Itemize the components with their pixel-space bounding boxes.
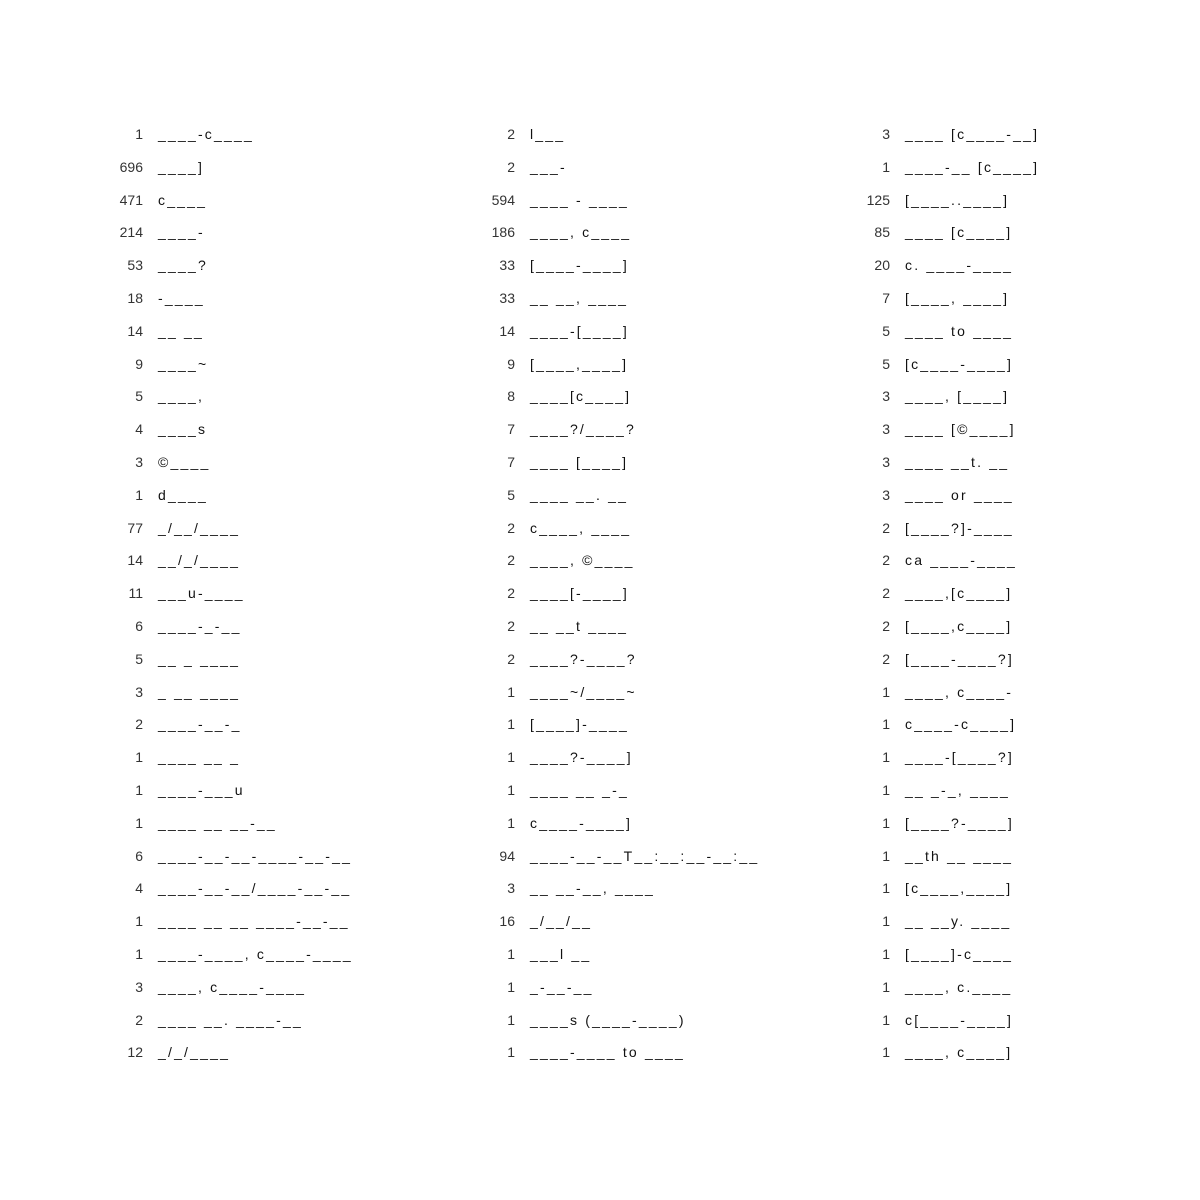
pattern-text: ____[-____] <box>530 585 629 602</box>
pattern-count: 1 <box>135 814 143 831</box>
pattern-count: 14 <box>499 322 515 339</box>
pattern-row <box>0 676 400 709</box>
pattern-row <box>372 708 772 741</box>
pattern-row <box>372 577 772 610</box>
pattern-text: ____ __. ____-__ <box>158 1011 303 1028</box>
pattern-row <box>372 872 772 905</box>
pattern-row <box>747 151 1147 184</box>
pattern-text: __ __, ____ <box>530 289 629 306</box>
pattern-count: 2 <box>135 1011 143 1028</box>
pattern-text: [____,____] <box>530 355 629 372</box>
pattern-text: [____, ____] <box>905 289 1010 306</box>
pattern-count: 4 <box>135 421 143 438</box>
pattern-text: l___ <box>530 126 566 142</box>
pattern-text: ____~ <box>158 355 209 372</box>
pattern-text: ____, c.____ <box>905 978 1013 995</box>
pattern-text: [____?-____] <box>905 814 1014 831</box>
pattern-text: [____,c____] <box>905 617 1013 634</box>
pattern-text: ____-c____ <box>158 126 254 142</box>
pattern-row <box>0 348 400 381</box>
pattern-text: ____ [©____] <box>905 421 1016 438</box>
pattern-text: [c____,____] <box>905 880 1013 897</box>
pattern-text: ____, ©____ <box>530 552 635 569</box>
pattern-row <box>747 708 1147 741</box>
pattern-row <box>0 774 400 807</box>
pattern-count: 7 <box>507 453 515 470</box>
pattern-count: 14 <box>127 552 143 569</box>
pattern-count: 2 <box>882 585 890 602</box>
pattern-count: 1 <box>882 781 890 798</box>
pattern-count: 3 <box>135 453 143 470</box>
pattern-count: 18 <box>127 289 143 306</box>
pattern-row <box>0 741 400 774</box>
pattern-row <box>0 938 400 971</box>
pattern-count: 14 <box>127 322 143 339</box>
pattern-count: 3 <box>135 683 143 700</box>
pattern-count: 94 <box>499 847 515 864</box>
pattern-row <box>747 446 1147 479</box>
pattern-row <box>747 676 1147 709</box>
pattern-row <box>0 282 400 315</box>
pattern-row <box>372 413 772 446</box>
pattern-row <box>0 315 400 348</box>
pattern-row <box>372 446 772 479</box>
pattern-text: ____- <box>158 224 205 241</box>
pattern-count: 2 <box>507 585 515 602</box>
pattern-text: ____ to ____ <box>905 322 1014 339</box>
pattern-count: 1 <box>882 716 890 733</box>
pattern-row <box>0 512 400 545</box>
pattern-text: ____-[____] <box>530 322 629 339</box>
pattern-text: _-__-__ <box>530 978 594 995</box>
pattern-count: 2 <box>882 552 890 569</box>
pattern-count: 1 <box>135 749 143 766</box>
pattern-count: 594 <box>491 191 515 208</box>
pattern-row <box>747 380 1147 413</box>
pattern-row <box>0 1004 400 1037</box>
pattern-text: __ __-__, ____ <box>530 880 655 897</box>
pattern-count: 3 <box>882 486 890 503</box>
pattern-row <box>0 840 400 873</box>
pattern-row <box>0 1036 400 1069</box>
pattern-text: __ __ <box>158 322 205 339</box>
pattern-row <box>0 151 400 184</box>
pattern-count: 2 <box>135 716 143 733</box>
pattern-row <box>372 774 772 807</box>
pattern-count: 77 <box>127 519 143 536</box>
pattern-text: ____s (____-____) <box>530 1011 686 1028</box>
pattern-text: ___u-____ <box>158 585 245 602</box>
pattern-text: __th __ ____ <box>905 847 1014 864</box>
pattern-row <box>372 151 772 184</box>
pattern-row <box>747 282 1147 315</box>
pattern-text: ____-__-_ <box>158 716 242 733</box>
pattern-count: 1 <box>507 781 515 798</box>
pattern-count: 7 <box>882 289 890 306</box>
pattern-text: ____-__-__/____-__-__ <box>158 880 352 897</box>
pattern-count: 5 <box>135 388 143 405</box>
pattern-row <box>747 872 1147 905</box>
pattern-count: 1 <box>882 683 890 700</box>
pattern-text: __ __t ____ <box>530 617 629 634</box>
pattern-text: ____-___u <box>158 781 245 798</box>
pattern-row <box>372 348 772 381</box>
pattern-row <box>0 544 400 577</box>
pattern-text: ____-__-__T__:__:__-__:__ <box>530 847 760 864</box>
pattern-row <box>0 446 400 479</box>
pattern-text: ____ __ _ <box>158 749 241 766</box>
pattern-row <box>372 544 772 577</box>
pattern-count: 125 <box>866 191 890 208</box>
pattern-row <box>0 413 400 446</box>
pattern-count: 5 <box>882 322 890 339</box>
pattern-text: ____~/____~ <box>530 683 637 700</box>
pattern-row <box>747 741 1147 774</box>
pattern-count: 214 <box>119 224 143 241</box>
pattern-text: ©____ <box>158 453 211 470</box>
pattern-text: ____-__ [c____] <box>905 158 1040 175</box>
pattern-row <box>747 905 1147 938</box>
pattern-text: ____ __. __ <box>530 486 629 503</box>
pattern-text: ____ [c____-__] <box>905 126 1040 142</box>
pattern-text: c____-____] <box>530 814 633 831</box>
pattern-count: 1 <box>882 814 890 831</box>
pattern-text: __ _ ____ <box>158 650 241 667</box>
pattern-text: c____-c____] <box>905 716 1017 733</box>
pattern-text: [____..____] <box>905 191 1010 208</box>
pattern-text: __ _-_, ____ <box>905 781 1011 798</box>
pattern-text: [____-____?] <box>905 650 1014 667</box>
pattern-count: 2 <box>507 519 515 536</box>
pattern-count: 1 <box>507 1011 515 1028</box>
pattern-row <box>0 971 400 1004</box>
pattern-text: ____ __ _-_ <box>530 781 629 798</box>
pattern-text: ____-____, c____-____ <box>158 945 353 962</box>
pattern-column-3 <box>747 118 1147 1069</box>
pattern-count: 5 <box>135 650 143 667</box>
pattern-row <box>0 249 400 282</box>
pattern-row <box>372 1036 772 1069</box>
pattern-row <box>747 118 1147 151</box>
pattern-text: ____?/____? <box>530 421 636 438</box>
pattern-row <box>747 807 1147 840</box>
pattern-count: 186 <box>491 224 515 241</box>
pattern-text: ____s <box>158 421 208 438</box>
pattern-row <box>747 512 1147 545</box>
pattern-row <box>372 840 772 873</box>
pattern-count: 1 <box>882 1044 890 1061</box>
pattern-row <box>0 216 400 249</box>
pattern-text: ____, c____- <box>905 683 1014 700</box>
pattern-count: 1 <box>135 781 143 798</box>
pattern-text: ____ __ __ ____-__-__ <box>158 913 350 930</box>
pattern-count: 3 <box>882 421 890 438</box>
pattern-row <box>747 643 1147 676</box>
pattern-count: 16 <box>499 913 515 930</box>
pattern-count: 1 <box>882 158 890 175</box>
pattern-text: _ __ ____ <box>158 683 241 700</box>
pattern-row <box>372 315 772 348</box>
pattern-count: 8 <box>507 388 515 405</box>
pattern-text: ____?-____] <box>530 749 633 766</box>
pattern-count: 11 <box>128 585 143 602</box>
pattern-row <box>747 413 1147 446</box>
pattern-row <box>372 643 772 676</box>
pattern-text: [c____-____] <box>905 355 1014 372</box>
pattern-row <box>0 872 400 905</box>
pattern-row <box>747 774 1147 807</box>
pattern-row <box>747 577 1147 610</box>
pattern-text: ____ - ____ <box>530 191 629 208</box>
pattern-count: 33 <box>499 257 515 274</box>
pattern-row <box>0 708 400 741</box>
pattern-text: ____-____ to ____ <box>530 1044 685 1061</box>
pattern-row <box>372 741 772 774</box>
pattern-count: 20 <box>874 257 890 274</box>
pattern-text: ____-__-__-____-__-__ <box>158 847 353 864</box>
pattern-count: 3 <box>882 388 890 405</box>
pattern-text: [____-____] <box>530 257 629 274</box>
pattern-count: 2 <box>882 650 890 667</box>
pattern-row <box>747 348 1147 381</box>
pattern-count: 1 <box>135 913 143 930</box>
pattern-count: 2 <box>507 617 515 634</box>
pattern-count: 1 <box>135 486 143 503</box>
pattern-text: ____, [____] <box>905 388 1010 405</box>
pattern-row <box>747 249 1147 282</box>
pattern-row <box>372 971 772 1004</box>
pattern-count: 2 <box>507 552 515 569</box>
pattern-count: 1 <box>882 978 890 995</box>
pattern-count: 6 <box>135 617 143 634</box>
pattern-row <box>372 479 772 512</box>
pattern-text: ____ __t. __ <box>905 453 1010 470</box>
pattern-count: 3 <box>507 880 515 897</box>
pattern-row <box>0 479 400 512</box>
pattern-row <box>372 512 772 545</box>
pattern-count: 471 <box>119 191 143 208</box>
pattern-text: _/_/____ <box>158 1044 231 1061</box>
pattern-text: ____-[____?] <box>905 749 1014 766</box>
pattern-count: 1 <box>507 683 515 700</box>
pattern-row <box>0 118 400 151</box>
pattern-count: 9 <box>507 355 515 372</box>
pattern-count: 696 <box>119 158 143 175</box>
pattern-count: 6 <box>135 847 143 864</box>
pattern-row <box>747 315 1147 348</box>
pattern-row <box>372 249 772 282</box>
pattern-count: 12 <box>127 1044 143 1061</box>
pattern-text: __ __y. ____ <box>905 913 1012 930</box>
pattern-text: ____ [c____] <box>905 224 1013 241</box>
pattern-text: [____?]-____ <box>905 519 1014 536</box>
pattern-text: ____,[c____] <box>905 585 1013 602</box>
pattern-text: [____]-c____ <box>905 945 1014 962</box>
pattern-row <box>372 1004 772 1037</box>
pattern-count: 3 <box>882 453 890 470</box>
pattern-text: ____] <box>158 158 205 175</box>
pattern-row <box>372 118 772 151</box>
pattern-text: _/__/__ <box>530 913 593 930</box>
pattern-count: 3 <box>135 978 143 995</box>
pattern-text: ____, c____ <box>530 224 632 241</box>
pattern-text: ____[c____] <box>530 388 632 405</box>
pattern-row <box>0 380 400 413</box>
pattern-count: 1 <box>882 913 890 930</box>
pattern-text: c____ <box>158 191 208 208</box>
pattern-row <box>372 807 772 840</box>
pattern-count: 1 <box>507 945 515 962</box>
pattern-text: ca ____-____ <box>905 552 1018 569</box>
pattern-text: ____-_-__ <box>158 617 242 634</box>
pattern-count: 2 <box>507 650 515 667</box>
pattern-count: 2 <box>507 158 515 175</box>
pattern-count: 1 <box>135 126 143 142</box>
pattern-count: 2 <box>507 126 515 142</box>
pattern-count: 1 <box>882 945 890 962</box>
pattern-text: ____, c____] <box>905 1044 1013 1061</box>
pattern-row <box>747 1036 1147 1069</box>
pattern-text: ____, <box>158 388 205 405</box>
pattern-count: 1 <box>507 716 515 733</box>
pattern-count: 3 <box>882 126 890 142</box>
pattern-count: 1 <box>882 749 890 766</box>
pattern-text: ___l __ <box>530 945 592 962</box>
pattern-text: ____, c____-____ <box>158 978 307 995</box>
pattern-text: ____? <box>158 257 208 274</box>
pattern-count: 5 <box>507 486 515 503</box>
pattern-row <box>0 643 400 676</box>
pattern-count: 1 <box>135 945 143 962</box>
pattern-count: 1 <box>507 1044 515 1061</box>
pattern-count: 1 <box>507 749 515 766</box>
pattern-row <box>372 380 772 413</box>
pattern-count: 1 <box>882 847 890 864</box>
pattern-text: ____ __ __-__ <box>158 814 277 831</box>
pattern-count: 33 <box>499 289 515 306</box>
pattern-row <box>0 905 400 938</box>
pattern-count: 5 <box>882 355 890 372</box>
pattern-row <box>747 938 1147 971</box>
pattern-row <box>372 184 772 217</box>
pattern-row <box>747 184 1147 217</box>
pattern-row <box>747 479 1147 512</box>
pattern-column-1 <box>0 118 400 1069</box>
pattern-row <box>747 971 1147 1004</box>
pattern-text: ___- <box>530 158 567 175</box>
pattern-row <box>372 610 772 643</box>
pattern-count: 53 <box>127 257 143 274</box>
pattern-row <box>0 184 400 217</box>
pattern-row <box>372 905 772 938</box>
pattern-row <box>747 840 1147 873</box>
pattern-row <box>372 938 772 971</box>
pattern-count: 1 <box>882 880 890 897</box>
pattern-text: ____ [____] <box>530 453 629 470</box>
pattern-text: _/__/____ <box>158 519 241 536</box>
pattern-row <box>747 216 1147 249</box>
pattern-count: 1 <box>882 1011 890 1028</box>
pattern-count: 2 <box>882 617 890 634</box>
pattern-text: d____ <box>158 486 208 503</box>
pattern-count: 1 <box>507 978 515 995</box>
pattern-text: c. ____-____ <box>905 257 1014 274</box>
pattern-row <box>0 577 400 610</box>
pattern-count: 7 <box>507 421 515 438</box>
pattern-text: c[____-____] <box>905 1011 1014 1028</box>
pattern-row <box>0 807 400 840</box>
pattern-column-2 <box>372 118 772 1069</box>
pattern-row <box>372 282 772 315</box>
pattern-count: 85 <box>874 224 890 241</box>
pattern-count: 4 <box>135 880 143 897</box>
pattern-text: ____ or ____ <box>905 486 1014 503</box>
pattern-count: 9 <box>135 355 143 372</box>
pattern-text: [____]-____ <box>530 716 629 733</box>
pattern-row <box>747 1004 1147 1037</box>
pattern-row <box>747 610 1147 643</box>
pattern-text: c____, ____ <box>530 519 632 536</box>
pattern-count: 2 <box>882 519 890 536</box>
pattern-text: -____ <box>158 289 205 306</box>
pattern-count: 1 <box>507 814 515 831</box>
pattern-text: __/_/____ <box>158 552 241 569</box>
pattern-row <box>0 610 400 643</box>
pattern-row <box>372 216 772 249</box>
pattern-row <box>747 544 1147 577</box>
pattern-row <box>372 676 772 709</box>
pattern-text: ____?-____? <box>530 650 637 667</box>
